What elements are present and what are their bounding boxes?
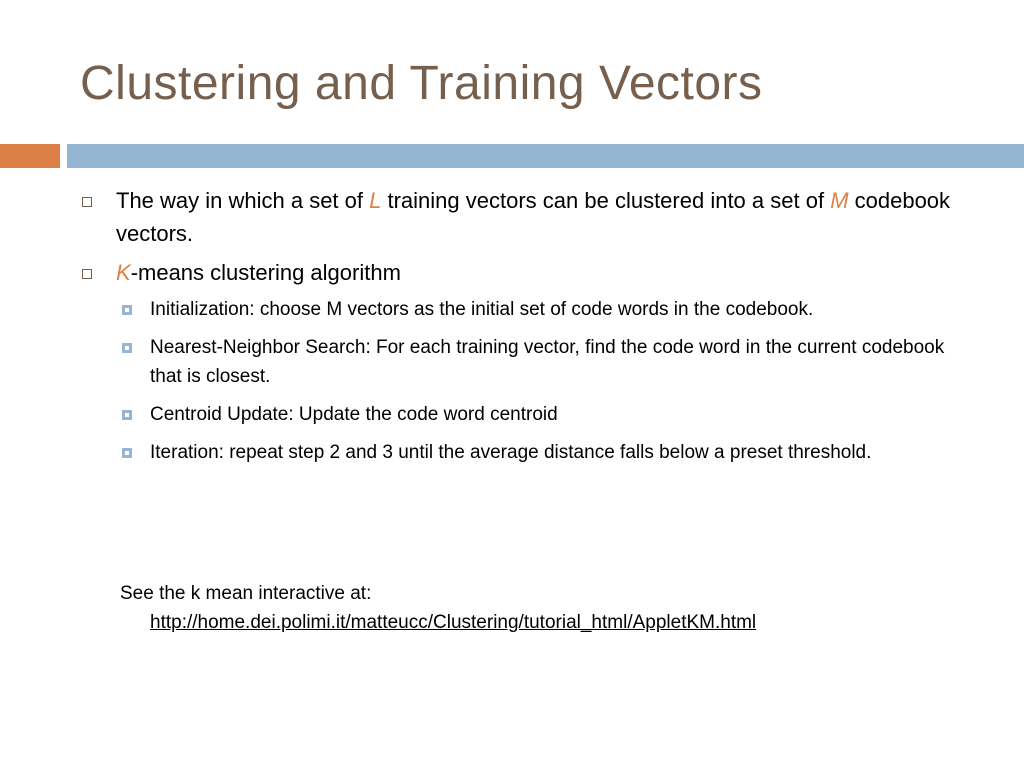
variable-m: M bbox=[830, 188, 849, 213]
sub-bullet-text: Initialization: choose M vectors as the initial set of code words in the codebook. bbox=[150, 299, 814, 320]
sub-bullet-nearest-neighbor bbox=[122, 333, 952, 391]
bullet-text: The way in which a set of bbox=[116, 188, 370, 213]
reference-note bbox=[120, 579, 980, 637]
sub-bullet-initialization bbox=[122, 295, 952, 324]
hollow-square-bullet-icon bbox=[82, 197, 92, 207]
accent-bar-orange bbox=[0, 144, 60, 168]
bullet-text: codebook vectors. bbox=[116, 188, 951, 246]
sub-bullet-text: Centroid Update: Update the code word centroid bbox=[150, 404, 558, 425]
variable-k: K bbox=[116, 260, 131, 285]
bullet-text: -means clustering algorithm bbox=[130, 260, 401, 285]
bullet-text: training vectors can be clustered into a set of bbox=[381, 188, 831, 213]
applet-link[interactable]: http://home.dei.polimi.it/matteucc/Clustering/tutorial_html/AppletKM.html bbox=[150, 612, 757, 633]
note-text: See the k mean interactive at: bbox=[120, 583, 372, 604]
filled-square-bullet-icon bbox=[122, 448, 132, 458]
accent-bar-blue bbox=[67, 144, 1024, 168]
bullet-k-means bbox=[82, 256, 952, 289]
variable-l: L bbox=[369, 188, 382, 213]
slide-title: Clustering and Training Vectors bbox=[80, 57, 763, 110]
filled-square-bullet-icon bbox=[122, 305, 132, 315]
sub-bullet-text: Iteration: repeat step 2 and 3 until the average distance falls below a preset threshold. bbox=[150, 442, 872, 463]
filled-square-bullet-icon bbox=[122, 410, 132, 420]
hollow-square-bullet-icon bbox=[82, 269, 92, 279]
filled-square-bullet-icon bbox=[122, 343, 132, 353]
sub-bullet-centroid-update bbox=[122, 400, 952, 429]
slide-content bbox=[82, 184, 952, 476]
sub-bullet-text: Nearest-Neighbor Search: For each training vector, find the code word in the current codebook that is closest. bbox=[150, 337, 945, 387]
bullet-training-vectors bbox=[82, 184, 952, 250]
sub-bullet-iteration bbox=[122, 438, 952, 467]
